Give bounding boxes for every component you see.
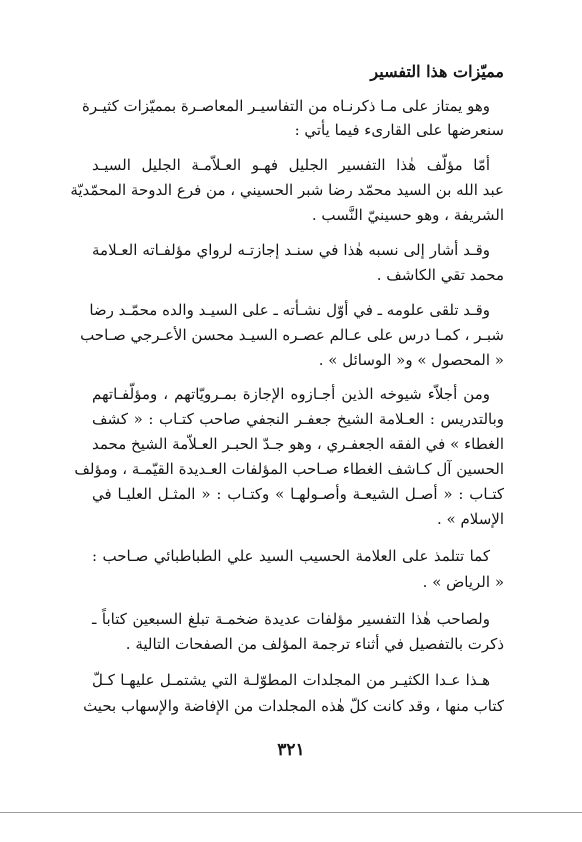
text-line: الشريفة ، وهو حسينيّ النَّسب . [311,206,504,224]
text-line: شبـر ، كمـا درس على عـالم عصـره السيـد محسن الأعـرجي صـاحب [80,326,504,344]
text-line: وقـد أشار إلى نسبه هٰذا في سنـد إجازتـه لرواي مؤلفـاته العـلامة [92,241,490,259]
text-line: كما تتلمذ على العلامة الحسيب السيد علي الطباطبائي صـاحب : [92,547,490,565]
text-line: وهو يمتاز على مـا ذكرنـاه من التفاسيـر المعاصـرة بمميّزات كثيـرة [82,97,490,115]
text-line: الغطاء » في الفقه الجعفـري ، وهو جـدّ الحبـر العـلاّمة الشيخ محمد [92,435,504,453]
text-line: أمّا مؤلّف هٰذا التفسير الجليل فهـو العـلاّمـة الجليل السيـد [92,156,490,174]
text-line: ذكرت بالتفصيل في أثناء ترجمة المؤلف من الصفحات التالية . [125,635,504,653]
text-line: كتـاب : « أصـل الشيعـة وأصـولهـا » وكتـاب : « المثـل العليـا في [92,485,504,503]
text-line: عبد الله بن السيد محمّد رضا شبر الحسيني ، من فرع الدوحة المحمّديّة [70,181,504,199]
bottom-rule [0,812,582,813]
text-line: كتاب منها ، وقد كانت كلّ هٰذه المجلدات من الإفاضة والإسهاب بحيث [83,697,504,715]
text-line: سنعرضها على القارىء فيما يأتي : [294,121,504,139]
text-line: الإسلام » . [436,510,504,528]
text-line: وقـد تلقى علومه ـ في أوّل نشـأته ـ على السيـد والده محمّـد رضا [89,301,490,319]
text-line: وبالتدريس : العـلامة الشيخ جعفـر النجفي صاحب كتـاب : « كشف [92,410,504,428]
section-heading: مميّزات هذا التفسير [370,62,504,81]
text-line: ومن أجلاّء شيوخه الذين أجـازوه الإجازة بمـرويّاتهم ، ومؤلّفـاتهم [92,385,490,403]
page-number: ٣٢١ [277,740,305,760]
text-line: هـذا عـدا الكثيـر من المجلدات المطوّلـة التي يشتمـل عليهـا كـلّ [92,671,490,689]
text-line: ولصاحب هٰذا التفسير مؤلفات عديدة ضخمـة تبلغ السبعين كتاباً ـ [92,610,490,628]
text-line: « المحصول » و« الوسائل » . [318,351,504,369]
text-line: الحسين آل كـاشف الغطاء صـاحب المؤلفات العـديدة القيّمـة ، ومؤلف [74,460,504,478]
text-line: « الرياض » . [422,573,504,591]
text-line: محمد تقي الكاشف . [376,266,504,284]
